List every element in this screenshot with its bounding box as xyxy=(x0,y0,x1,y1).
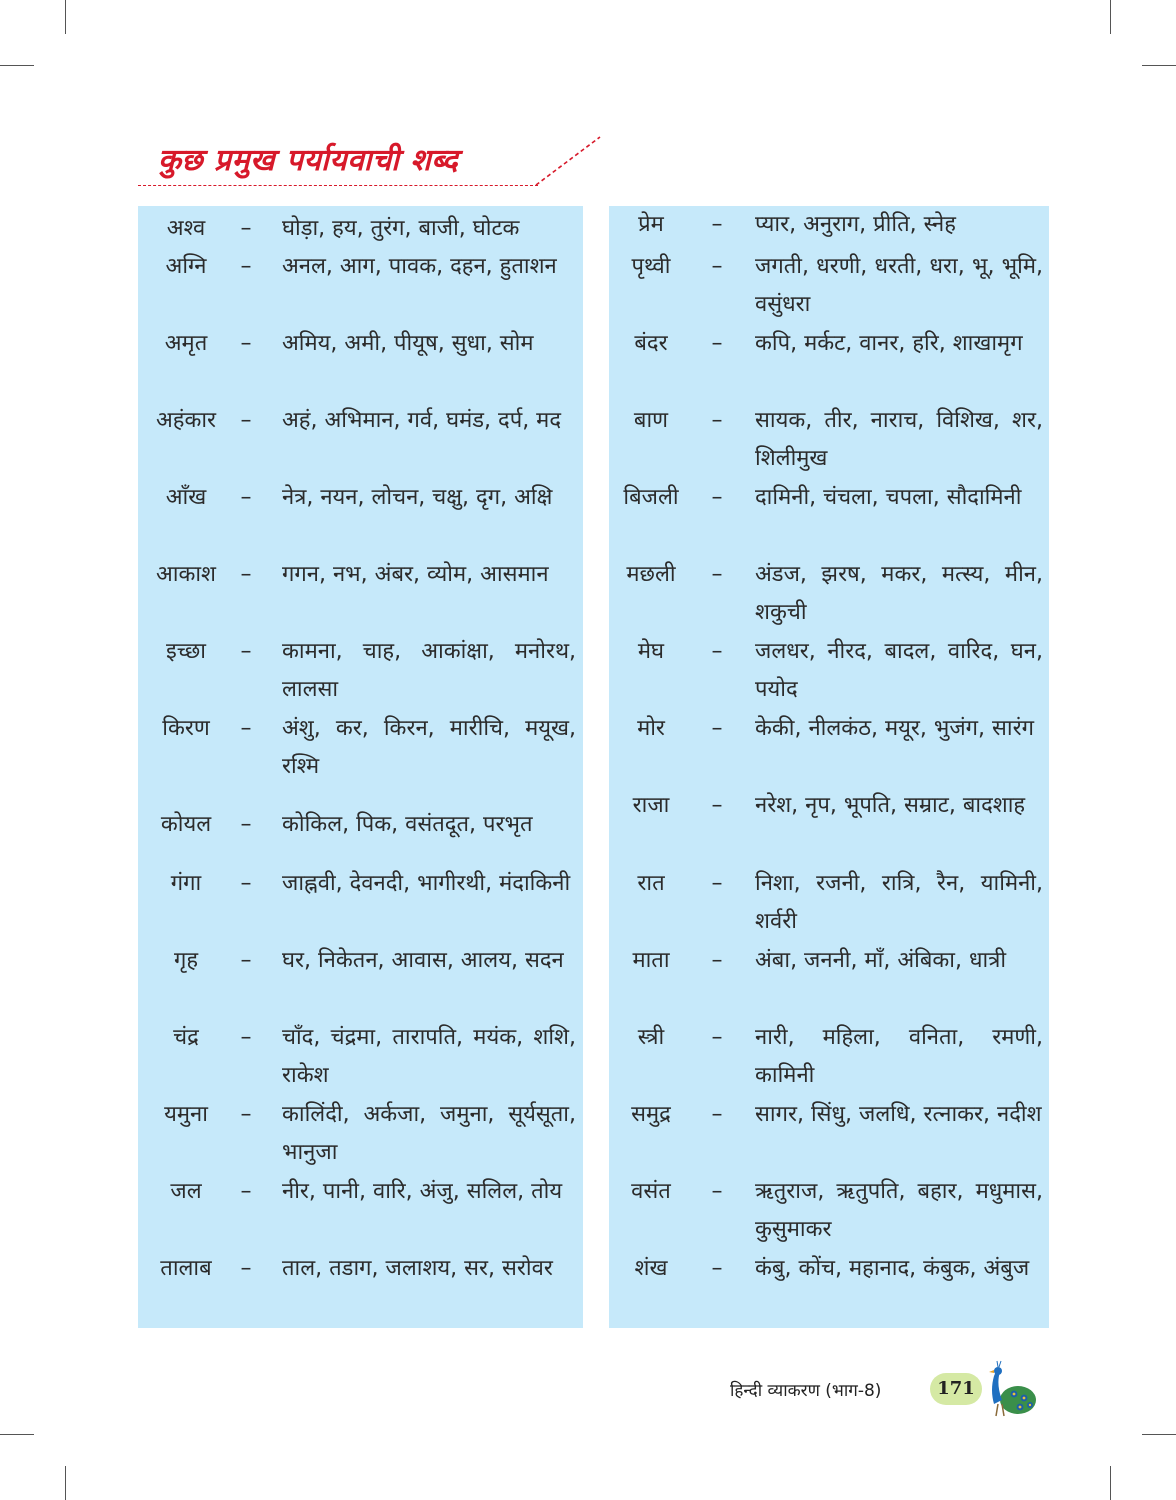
synonym-list: कपि, मर्कट, वानर, हरि, शाखामृग xyxy=(755,331,1023,356)
crop-mark xyxy=(65,0,66,34)
headword: चंद्र xyxy=(173,1025,199,1050)
headword: आँख xyxy=(165,485,207,510)
separator-dash: – xyxy=(711,212,723,237)
synonym-list: केकी, नीलकंठ, मयूर, भुजंग, सारंग xyxy=(755,716,1034,741)
synonyms-table-right xyxy=(609,206,1049,1328)
headword: कोयल xyxy=(160,812,212,837)
book-title: हिन्दी व्याकरण (भाग-8) xyxy=(730,1381,882,1401)
synonym-list: जलधर, नीरद, बादल, वारिद, घन, पयोद xyxy=(755,639,1043,702)
crop-mark xyxy=(0,1434,34,1435)
synonym-list: अंडज, झरष, मकर, मत्स्य, मीन, शकुची xyxy=(755,562,1043,625)
headword: अमृत xyxy=(164,331,208,356)
separator-dash: – xyxy=(711,639,723,664)
headword: प्रेम xyxy=(638,212,664,237)
headword: जल xyxy=(170,1179,202,1204)
synonym-list: चाँद, चंद्रमा, तारापति, मयंक, शशि, राकेश xyxy=(282,1025,576,1088)
synonym-list: गगन, नभ, अंबर, व्योम, आसमान xyxy=(282,562,549,587)
synonym-list: सागर, सिंधु, जलधि, रत्नाकर, नदीश xyxy=(755,1102,1042,1127)
crop-mark xyxy=(1142,1434,1176,1435)
synonym-list: घोड़ा, हय, तुरंग, बाजी, घोटक xyxy=(282,216,520,241)
headword: किरण xyxy=(162,716,210,741)
separator-dash: – xyxy=(240,716,252,741)
separator-dash: – xyxy=(240,331,252,356)
headword: मोर xyxy=(637,716,665,741)
synonym-list: अंबा, जननी, माँ, अंबिका, धात्री xyxy=(755,948,1007,973)
headword: रात xyxy=(637,871,665,896)
synonym-list: कंबु, कोंच, महानाद, कंबुक, अंबुज xyxy=(755,1256,1030,1281)
separator-dash: – xyxy=(711,1179,723,1204)
separator-dash: – xyxy=(240,254,252,279)
separator-dash: – xyxy=(240,1179,252,1204)
headword: यमुना xyxy=(164,1102,208,1127)
heading-underline xyxy=(138,185,538,186)
synonym-list: कामना, चाह, आकांक्षा, मनोरथ, लालसा xyxy=(282,639,576,702)
headword: गंगा xyxy=(170,871,202,896)
headword: अहंकार xyxy=(155,408,217,433)
crop-mark xyxy=(0,65,34,66)
separator-dash: – xyxy=(240,1102,252,1127)
headword: स्त्री xyxy=(637,1025,665,1050)
crop-mark xyxy=(1110,0,1111,34)
crop-mark xyxy=(1110,1466,1111,1500)
headword: गृह xyxy=(173,948,199,973)
synonym-list: नरेश, नृप, भूपति, सम्राट, बादशाह xyxy=(755,793,1026,818)
headword: बाण xyxy=(633,408,669,433)
synonym-list: ताल, तडाग, जलाशय, सर, सरोवर xyxy=(282,1256,553,1281)
synonym-list: कोकिल, पिक, वसंतदूत, परभृत xyxy=(282,812,533,837)
separator-dash: – xyxy=(240,485,252,510)
separator-dash: – xyxy=(240,216,252,241)
separator-dash: – xyxy=(711,331,723,356)
headword: अग्नि xyxy=(165,254,207,279)
headword: मछली xyxy=(626,562,676,587)
headword: शंख xyxy=(634,1256,668,1281)
page-number: 171 xyxy=(930,1373,982,1405)
separator-dash: – xyxy=(711,485,723,510)
separator-dash: – xyxy=(240,562,252,587)
synonym-list: अनल, आग, पावक, दहन, हुताशन xyxy=(282,254,557,279)
headword: बंदर xyxy=(634,331,668,356)
synonym-list: निशा, रजनी, रात्रि, रैन, यामिनी, शर्वरी xyxy=(755,871,1043,934)
separator-dash: – xyxy=(711,1102,723,1127)
headword: आकाश xyxy=(155,562,217,587)
separator-dash: – xyxy=(240,639,252,664)
headword: पृथ्वी xyxy=(631,254,671,279)
crop-mark xyxy=(65,1466,66,1500)
separator-dash: – xyxy=(711,254,723,279)
separator-dash: – xyxy=(240,812,252,837)
headword: समुद्र xyxy=(631,1102,671,1127)
synonym-list: प्यार, अनुराग, प्रीति, स्नेह xyxy=(755,212,956,237)
page-heading: कुछ प्रमुख पर्यायवाची शब्द xyxy=(158,143,459,178)
synonym-list: नेत्र, नयन, लोचन, चक्षु, दृग, अक्षि xyxy=(282,485,553,510)
synonyms-table-left xyxy=(138,206,583,1328)
headword: वसंत xyxy=(631,1179,671,1204)
separator-dash: – xyxy=(711,1256,723,1281)
synonym-list: नीर, पानी, वारि, अंजु, सलिल, तोय xyxy=(282,1179,563,1204)
synonym-list: नारी, महिला, वनिता, रमणी, कामिनी xyxy=(755,1025,1043,1088)
peacock-icon xyxy=(974,1360,1038,1418)
synonym-list: जगती, धरणी, धरती, धरा, भू, भूमि, वसुंधरा xyxy=(755,254,1043,317)
separator-dash: – xyxy=(240,948,252,973)
crop-mark xyxy=(1142,65,1176,66)
separator-dash: – xyxy=(240,1256,252,1281)
headword: माता xyxy=(632,948,670,973)
synonym-list: घर, निकेतन, आवास, आलय, सदन xyxy=(282,948,564,973)
separator-dash: – xyxy=(711,562,723,587)
headword: इच्छा xyxy=(165,639,207,664)
heading-slant-decoration xyxy=(528,135,608,187)
separator-dash: – xyxy=(711,408,723,433)
synonym-list: ऋतुराज, ऋतुपति, बहार, मधुमास, कुसुमाकर xyxy=(755,1179,1043,1242)
separator-dash: – xyxy=(711,948,723,973)
separator-dash: – xyxy=(711,793,723,818)
synonym-list: सायक, तीर, नाराच, विशिख, शर, शिलीमुख xyxy=(755,408,1043,471)
headword: बिजली xyxy=(623,485,679,510)
separator-dash: – xyxy=(240,1025,252,1050)
headword: तालाब xyxy=(160,1256,212,1281)
separator-dash: – xyxy=(240,408,252,433)
synonym-list: जाह्नवी, देवनदी, भागीरथी, मंदाकिनी xyxy=(282,871,571,896)
headword: अश्व xyxy=(166,216,206,241)
headword: मेघ xyxy=(637,639,665,664)
synonym-list: दामिनी, चंचला, चपला, सौदामिनी xyxy=(755,485,1022,510)
headword: राजा xyxy=(632,793,670,818)
synonym-list: अंशु, कर, किरन, मारीचि, मयूख, रश्मि xyxy=(282,716,576,779)
synonym-list: अमिय, अमी, पीयूष, सुधा, सोम xyxy=(282,331,534,356)
separator-dash: – xyxy=(711,871,723,896)
separator-dash: – xyxy=(711,1025,723,1050)
separator-dash: – xyxy=(711,716,723,741)
synonym-list: अहं, अभिमान, गर्व, घमंड, दर्प, मद xyxy=(282,408,562,433)
separator-dash: – xyxy=(240,871,252,896)
synonym-list: कालिंदी, अर्कजा, जमुना, सूर्यसूता, भानुजा xyxy=(282,1102,576,1165)
